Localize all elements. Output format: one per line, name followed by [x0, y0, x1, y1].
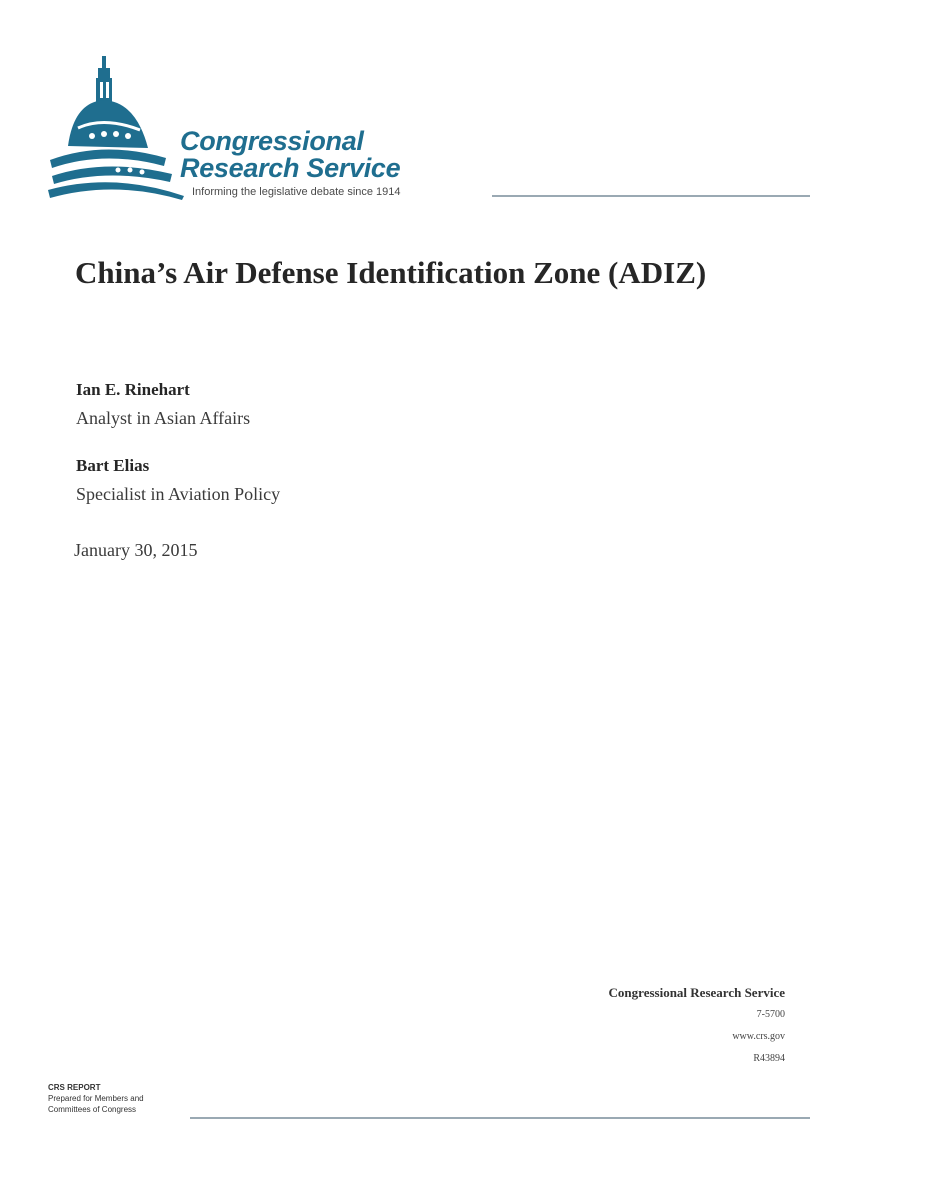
publisher-name: Congressional Research Service — [608, 985, 785, 1000]
document-title: China’s Air Defense Identification Zone (ADIZ) — [75, 255, 707, 290]
brand-name-line1: Congressional — [180, 126, 364, 156]
report-number: R43894 — [753, 1053, 785, 1064]
author-role: Analyst in Asian Affairs — [76, 408, 251, 428]
tagline: Informing the legislative debate since 1914 — [192, 186, 401, 198]
publisher-block — [609, 982, 785, 1070]
author-role: Specialist in Aviation Policy — [76, 484, 281, 504]
publication-date: January 30, 2015 — [74, 540, 198, 560]
brand-name — [180, 128, 400, 182]
crs-report-label — [48, 1082, 144, 1115]
brand-name-line2: Research Service — [180, 153, 401, 183]
prepared-for-line2: Committees of Congress — [48, 1105, 137, 1114]
publisher-website: www.crs.gov — [732, 1031, 785, 1042]
author-name: Ian E. Rinehart — [76, 380, 190, 399]
publisher-code: 7-5700 — [756, 1009, 785, 1020]
prepared-for-line1: Prepared for Members and — [48, 1094, 144, 1103]
footer-divider — [190, 1117, 810, 1119]
report-label-heading: CRS REPORT — [48, 1083, 101, 1092]
header-divider — [492, 195, 810, 197]
author-name: Bart Elias — [76, 456, 150, 475]
